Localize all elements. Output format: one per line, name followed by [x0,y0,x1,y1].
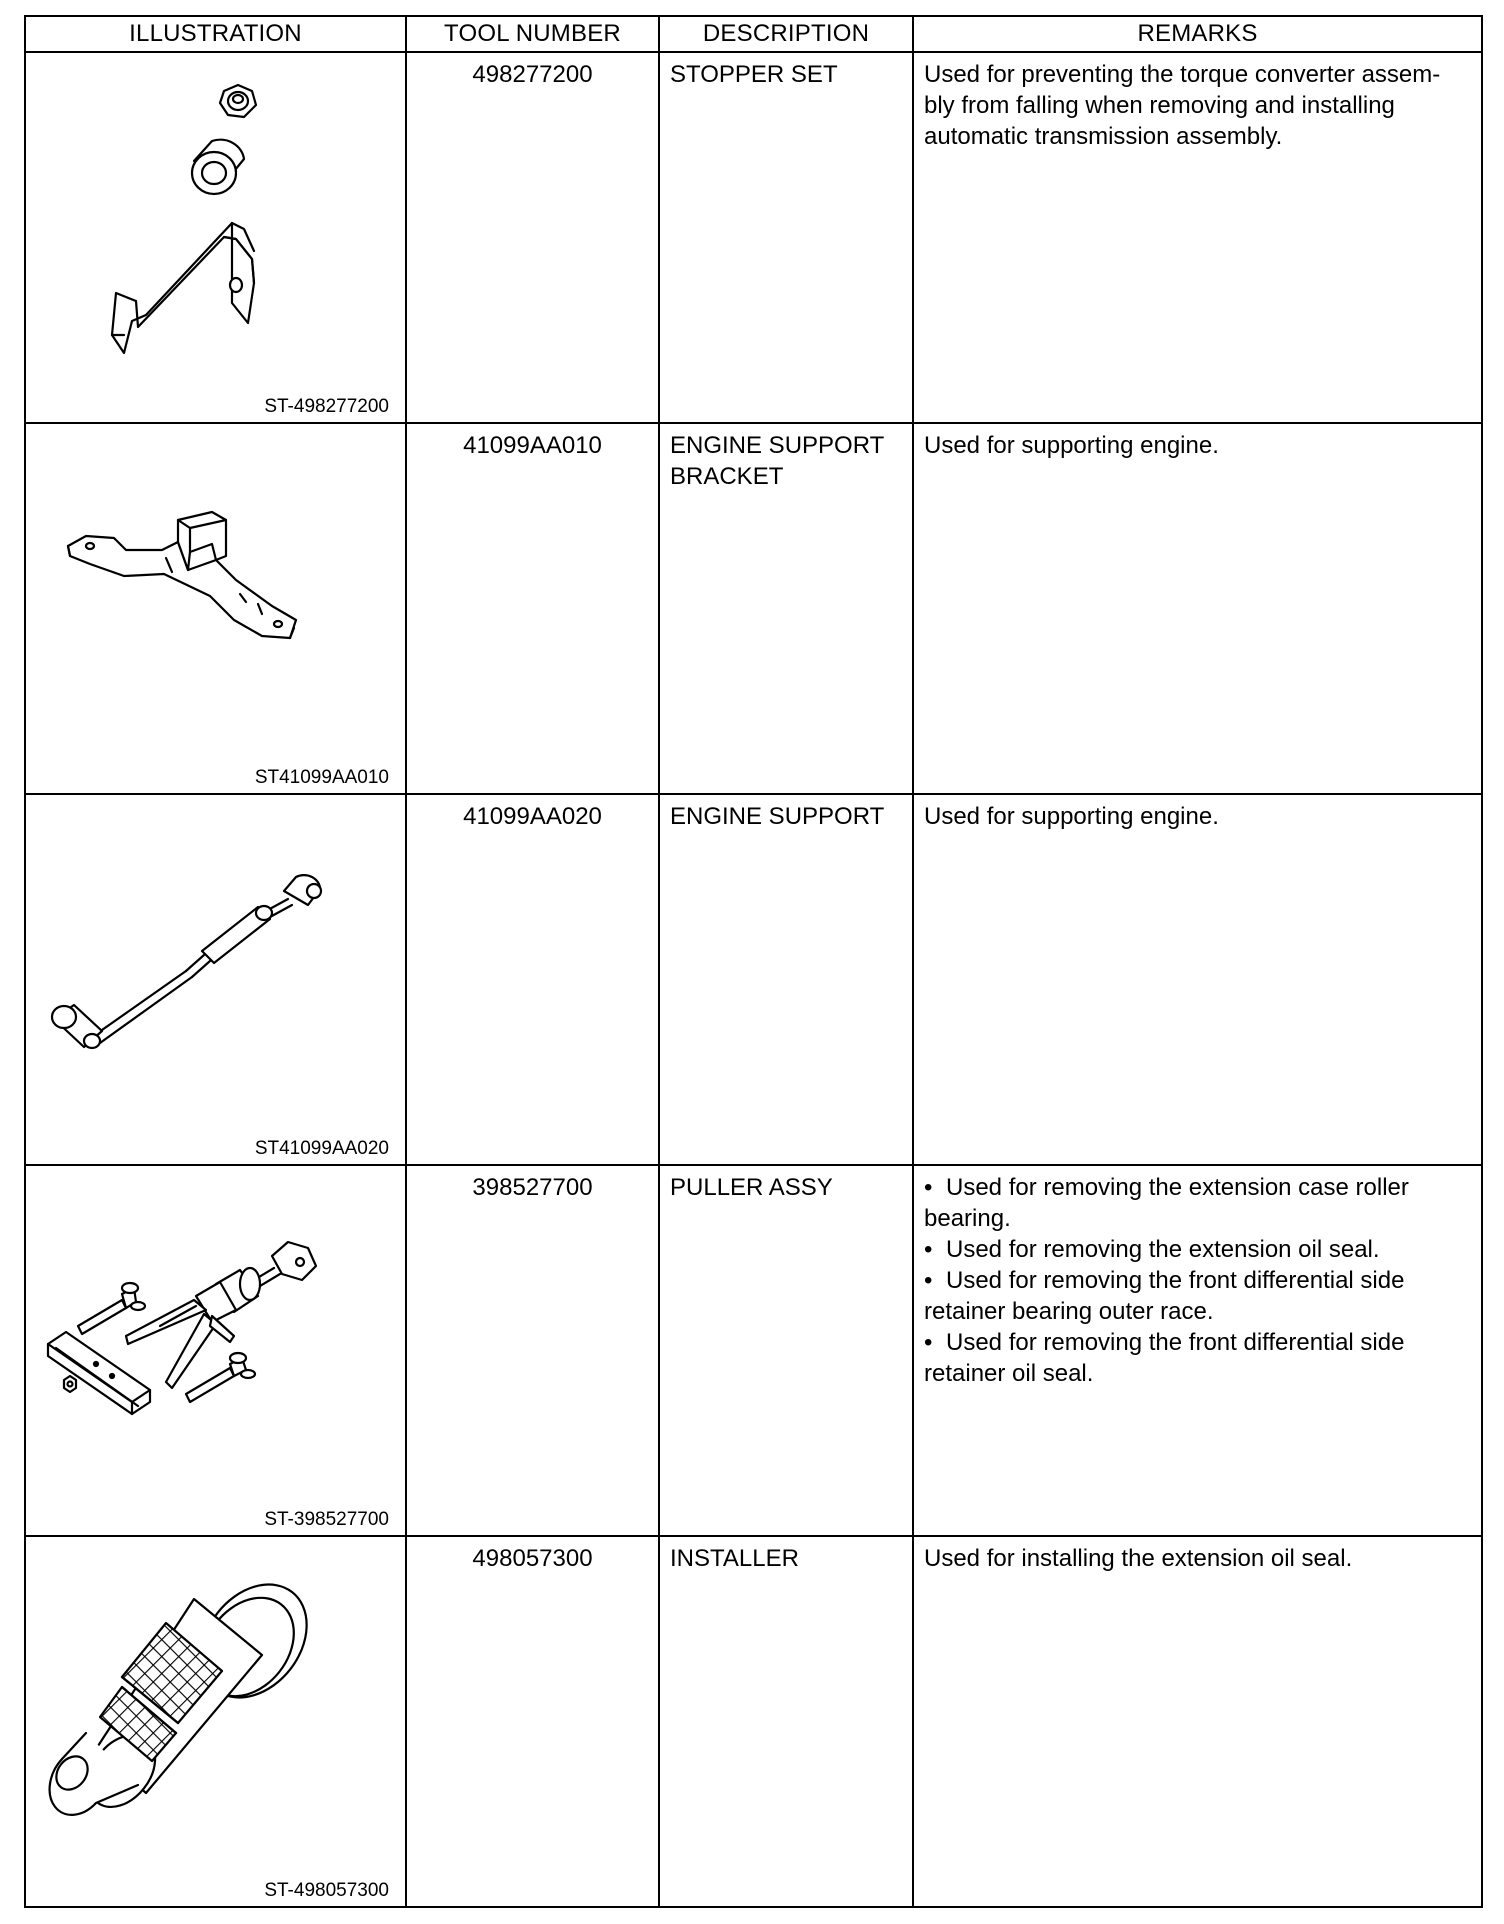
remarks-bullet-item [924,1234,1471,1265]
illustration-cell [25,423,406,794]
table-row [25,794,1482,1165]
description-cell [659,794,913,1165]
remarks-line: bearing. [924,1205,1011,1232]
remarks-line: bly from falling when removing and installing [924,92,1395,119]
illustration-code: ST-398527700 [264,1509,389,1530]
engine-support-icon [26,795,403,1162]
tool-number-cell: 498277200 [406,52,659,423]
header-illustration: ILLUSTRATION [25,16,406,52]
remarks-line: Used for removing the front differential side [946,1329,1405,1356]
bullet-icon: • [924,1174,933,1201]
remarks-cell [913,1165,1482,1536]
description-cell [659,423,913,794]
table-row [25,52,1482,423]
table-row [25,1536,1482,1907]
illustration-code: ST-498057300 [264,1880,389,1901]
description-line: STOPPER SET [670,61,838,88]
remarks-line: automatic transmission assembly. [924,123,1283,150]
remarks-line: retainer bearing outer race. [924,1298,1214,1325]
tool-number-cell: 498057300 [406,1536,659,1907]
remarks-bullet-item [924,1327,1471,1358]
header-description: DESCRIPTION [659,16,913,52]
illustration-cell [25,794,406,1165]
illustration-code: ST41099AA010 [254,767,389,788]
description-line: INSTALLER [670,1545,799,1572]
tool-number-cell: 398527700 [406,1165,659,1536]
remarks-cell [913,794,1482,1165]
description-line: BRACKET [670,463,784,490]
remarks-line: retainer oil seal. [924,1360,1094,1387]
bullet-icon: • [924,1267,933,1294]
illustration-cell [25,52,406,423]
special-tools-table [24,15,1483,1908]
engine-support-bracket-icon [26,424,403,791]
header-row [25,16,1482,52]
description-line: ENGINE SUPPORT [670,432,885,459]
tool-number-cell: 41099AA010 [406,423,659,794]
remarks-line: Used for removing the extension oil seal. [946,1236,1380,1263]
header-remarks: REMARKS [913,16,1482,52]
remarks-cell [913,52,1482,423]
tool-number-cell: 41099AA020 [406,794,659,1165]
bullet-icon: • [924,1329,933,1356]
remarks-line: Used for installing the extension oil seal. [924,1545,1353,1572]
remarks-line: Used for supporting engine. [924,803,1219,830]
stopper-set-icon [26,53,403,420]
illustration-code: ST41099AA020 [254,1138,389,1159]
description-cell [659,1536,913,1907]
installer-icon [26,1537,403,1904]
illustration-code: ST-498277200 [264,396,389,417]
description-cell [659,1165,913,1536]
table-row [25,423,1482,794]
puller-assy-icon [26,1166,403,1533]
header-tool-number: TOOL NUMBER [406,16,659,52]
table-row [25,1165,1482,1536]
description-line: PULLER ASSY [670,1174,833,1201]
remarks-cell [913,1536,1482,1907]
remarks-bullet-item [924,1172,1471,1203]
remarks-line: Used for preventing the torque converter assem- [924,61,1441,88]
description-cell [659,52,913,423]
bullet-icon: • [924,1236,933,1263]
remarks-line: Used for removing the front differential side [946,1267,1405,1294]
remarks-cell [913,423,1482,794]
remarks-line: Used for supporting engine. [924,432,1219,459]
illustration-cell [25,1165,406,1536]
remarks-line: Used for removing the extension case roller [946,1174,1409,1201]
remarks-bullet-item [924,1265,1471,1296]
illustration-cell [25,1536,406,1907]
description-line: ENGINE SUPPORT [670,803,885,830]
